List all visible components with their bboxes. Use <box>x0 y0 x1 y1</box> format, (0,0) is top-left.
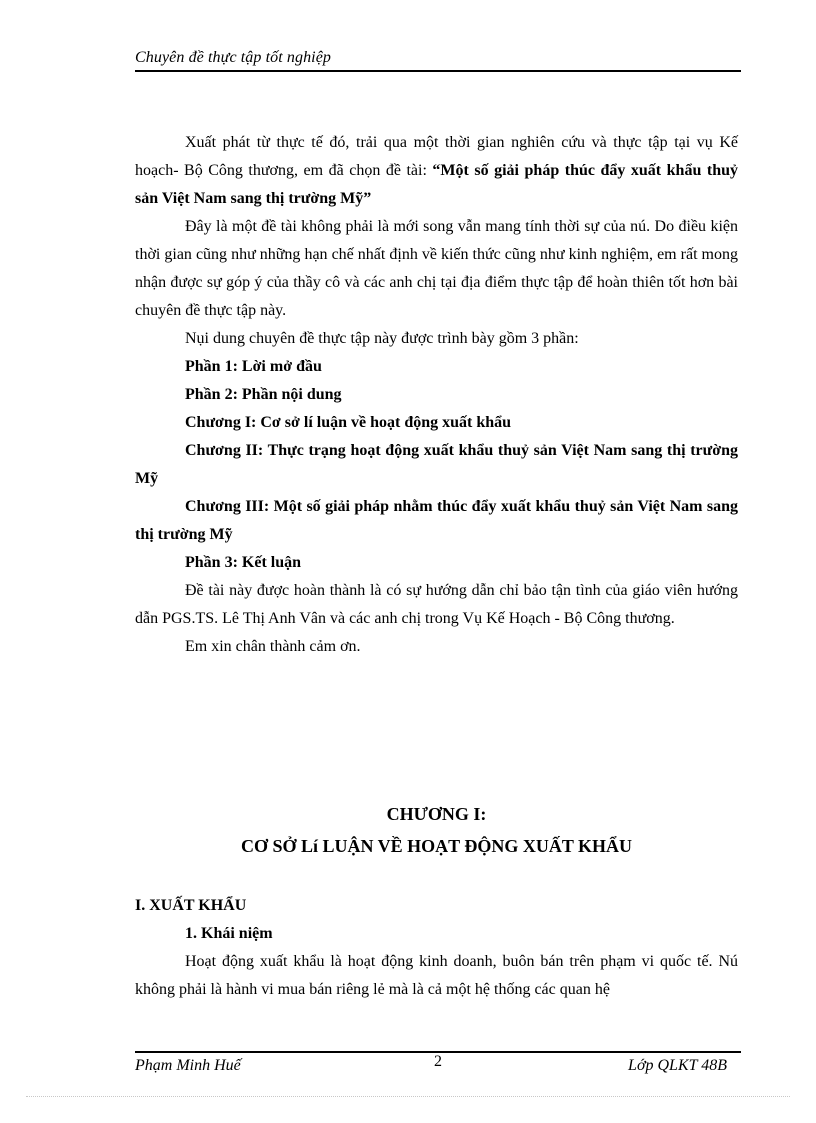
page-number: 2 <box>434 1053 442 1070</box>
footer-author: Phạm Minh Huế <box>135 1057 241 1074</box>
page-header <box>135 48 741 72</box>
outline-item-label: Chương I: Cơ sở lí luận về hoạt động xuất khẩu <box>185 414 512 431</box>
intro-paragraph-5: Em xin chân thành cảm ơn. <box>185 638 361 655</box>
chapter-number: CHƯƠNG I: <box>386 804 487 824</box>
section-heading <box>135 892 738 920</box>
topic-title: “Một số giải pháp thúc đẩy xuất khẩu thuỷ sản Việt Nam sang thị trường Mỹ” <box>135 162 738 207</box>
header-title: Chuyên đề thực tập tốt nghiệp <box>135 49 332 66</box>
intro-paragraph-2: Đây là một đề tài không phải là mới song vẫn mang tính thời sự của nú. Do điều kiện thời gian cũng như những hạn chế nhất định về kiến thức cũng như kinh nghiệm, em rất mong nhận được sự góp ý của thầy cô và các anh chị tại địa điểm thực tập để hoàn thiên tốt hơn bài chuyên đề thực tập này. <box>135 218 738 319</box>
section-paragraph: Hoạt động xuất khẩu là hoạt động kinh doanh, buôn bán trên phạm vi quốc tế. Nú không phải là hành vi mua bán riêng lẻ mà là cả một hệ thống các quan hệ <box>135 953 738 998</box>
intro-body <box>135 129 738 661</box>
outline-item-label: Chương III: Một số giải pháp nhằm thúc đẩy xuất khẩu thuỷ sản Việt Nam sang thị trường Mỹ <box>135 498 738 543</box>
section-block <box>135 892 738 1004</box>
outline-item <box>135 549 738 577</box>
outline-item <box>135 409 738 437</box>
subsection-heading-text: 1. Khái niệm <box>185 925 273 942</box>
outline-item <box>135 493 738 549</box>
outline-item-label: Phần 3: Kết luận <box>185 554 302 571</box>
intro-paragraph-1-text: Xuất phát từ thực tế đó, trải qua một thời gian nghiên cứu và thực tập tại vụ Kế hoạch- Bộ Công thương, em đã chọn đề tài: <box>135 134 738 179</box>
outline-item <box>135 353 738 381</box>
outline-item-label: Chương II: Thực trạng hoạt động xuất khẩu thuỷ sản Việt Nam sang thị trường Mỹ <box>135 442 738 487</box>
outline-item-label: Phần 1: Lời mở đầu <box>185 358 322 375</box>
intro-paragraph-3: Nụi dung chuyên đề thực tập này được trình bày gồm 3 phần: <box>185 330 579 347</box>
page-bottom-divider <box>26 1096 790 1097</box>
outline-item <box>135 381 738 409</box>
outline-item-label: Phần 2: Phần nội dung <box>185 386 342 403</box>
page-footer <box>135 1051 741 1083</box>
section-heading-text: I. XUẤT KHẨU <box>135 897 247 914</box>
intro-paragraph-4: Đề tài này được hoàn thành là có sự hướng dẫn chỉ bảo tận tình của giáo viên hướng dẫn PGS.TS. Lê Thị Anh Vân và các anh chị trong Vụ Kế Hoạch - Bộ Công thương. <box>135 582 738 627</box>
outline-item <box>135 437 738 493</box>
footer-class: Lớp QLKT 48B <box>628 1057 727 1074</box>
intro-paragraph-1 <box>135 129 738 213</box>
chapter-title: CƠ SỞ Lí LUẬN VỀ HOẠT ĐỘNG XUẤT KHẨU <box>240 836 633 856</box>
subsection-heading <box>135 920 738 948</box>
